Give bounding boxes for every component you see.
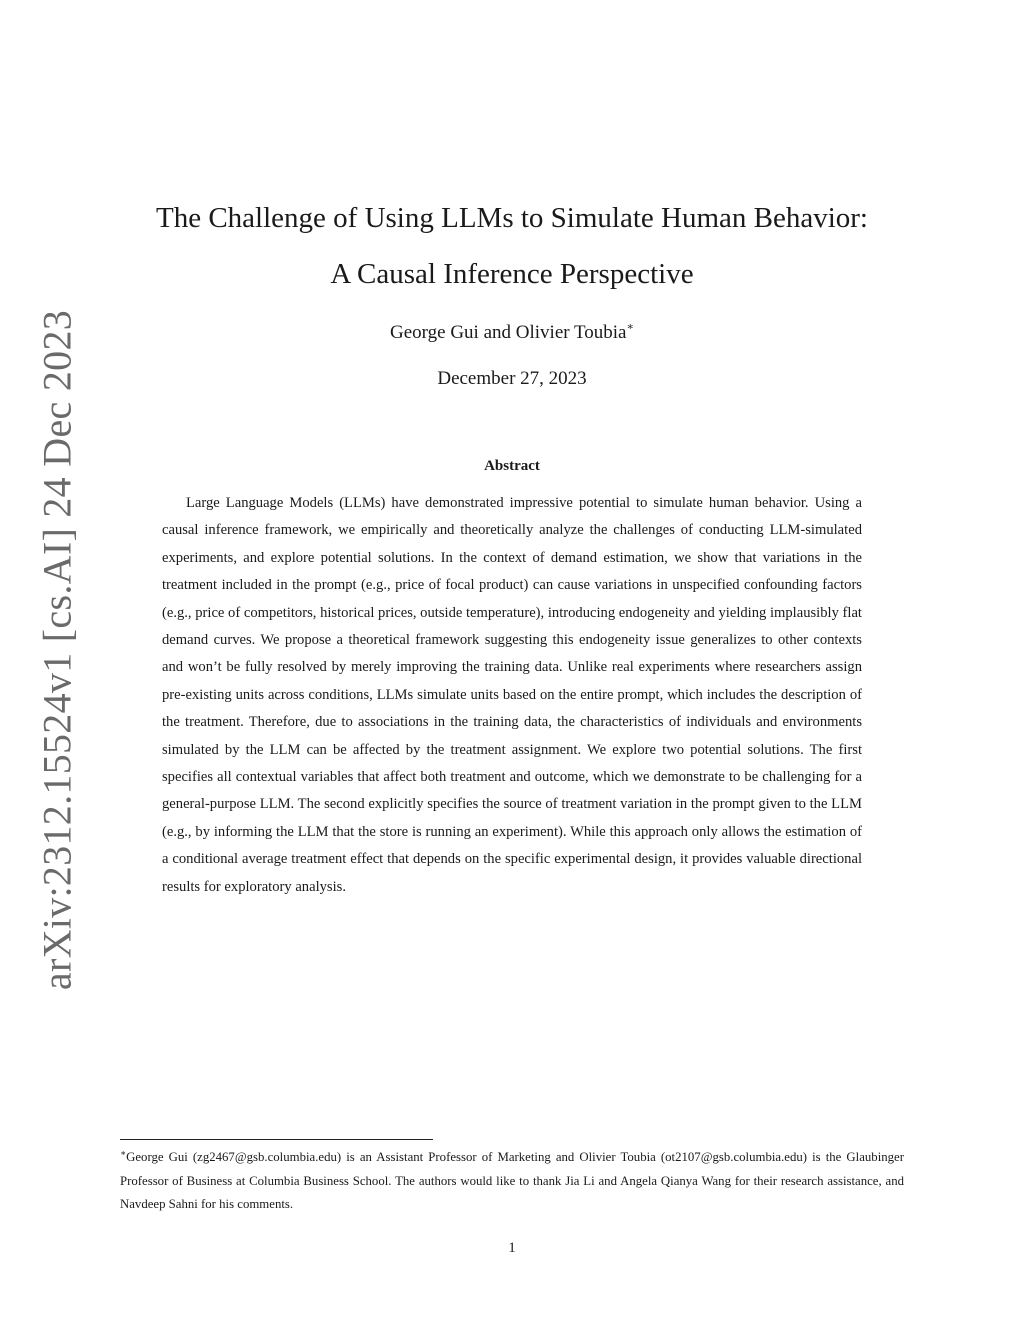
abstract-body: Large Language Models (LLMs) have demonstrated impressive potential to simulate human behavior. Using a causal inference framework, we empirically and theoretically analyze the challenges of conducting LLM-simulated experiments, and explore potential solutions. In the context of demand estimation, we show that variations in the treatment included in the prompt (e.g., price of focal product) can cause variations in unspecified confounding factors (e.g., price of competitors, historical prices, outside temperature), introducing endogeneity and yielding implausibly flat demand curves. We propose a theoretical framework suggesting this endogeneity issue generalizes to other contexts and won’t be fully resolved by merely improving the training data. Unlike real experiments where researchers assign pre-existing units across conditions, LLMs simulate units based on the entire prompt, which includes the description of the treatment. Therefore, due to associations in the training data, the characteristics of individuals and environments simulated by the LLM can be affected by the treatment assignment. We explore two potential solutions. The first specifies all contextual variables that affect both treatment and outcome, which we demonstrate to be challenging for a general-purpose LLM. The second explicitly specifies the source of treatment variation in the prompt given to the LLM (e.g., by informing the LLM that the store is running an experiment). While this approach only allows the estimation of a conditional average treatment effect that depends on the specific experimental design, it provides valuable directional results for exploratory analysis. <box>162 495 862 895</box>
arxiv-identifier-stamp: arXiv:2312.15524v1 [cs.AI] 24 Dec 2023 <box>34 309 80 991</box>
author-footnote <box>120 1142 904 1217</box>
author-names: George Gui and Olivier Toubia <box>390 322 627 343</box>
author-footnote-mark: ∗ <box>626 321 634 333</box>
paper-title-line-2: A Causal Inference Perspective <box>330 258 694 290</box>
footnote-mark: ∗ <box>120 1148 127 1158</box>
publication-date: December 27, 2023 <box>437 368 587 389</box>
author-line <box>120 320 904 344</box>
paper-title-line-1: The Challenge of Using LLMs to Simulate Human Behavior: <box>156 202 868 234</box>
abstract-heading: Abstract <box>484 458 540 474</box>
footnote-text: George Gui (zg2467@gsb.columbia.edu) is an Assistant Professor of Marketing and Olivier Toubia (ot2107@gsb.columbia.edu) is the Glaubinger Professor of Business at Columbia Business School. The authors would like to thank Jia Li and Angela Qianya Wang for their research assistance, and Navdeep Sahni for his comments. <box>120 1150 904 1211</box>
page-number: 1 <box>508 1240 516 1256</box>
paper-title <box>120 190 904 302</box>
footnote-divider <box>120 1139 433 1140</box>
